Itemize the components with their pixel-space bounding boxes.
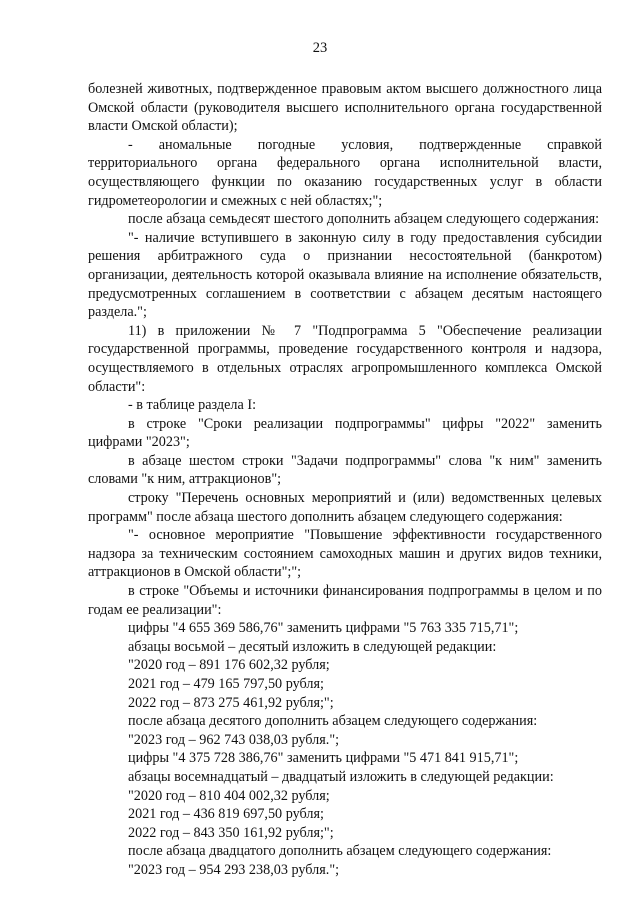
paragraph: "- наличие вступившего в законную силу в году предоставления субсидии решения арбитражного суда о признании несостоятельной (банкротом) организации, деятельность которой оказывала влияние на исполнение обязательств, предусмотренных соглашением в соответствии с абзацем десятым настоящего раздела."; — [88, 229, 602, 321]
paragraph: после абзаца десятого дополнить абзацем следующего содержания: — [128, 713, 538, 730]
paragraph: "2020 год – 810 404 002,32 рубля; — [128, 787, 330, 804]
paragraph: "2020 год – 891 176 602,32 рубля; — [128, 657, 330, 674]
paragraph: после абзаца семьдесят шестого дополнить абзацем следующего содержания: — [128, 211, 600, 228]
paragraph: после абзаца двадцатого дополнить абзацем следующего содержания: — [128, 843, 552, 860]
paragraph: 2022 год – 873 275 461,92 рубля;"; — [128, 694, 334, 711]
paragraph: "2023 год – 954 293 238,03 рубля."; — [128, 861, 340, 878]
paragraph: строку "Перечень основных мероприятий и (или) ведомственных целевых программ" после абзаца шестого дополнить абзацем следующего содержания: — [88, 490, 602, 525]
paragraph: 2021 год – 479 165 797,50 рубля; — [128, 676, 324, 692]
page-number: 23 — [312, 40, 328, 56]
paragraph: абзацы восьмой – десятый изложить в следующей редакции: — [128, 638, 497, 655]
paragraph: "- основное мероприятие "Повышение эффективности государственного надзора за техническим состоянием самоходных машин и других видов техники, аттракционов в Омской области";"; — [88, 527, 602, 581]
document-body — [88, 80, 602, 880]
paragraph: абзацы восемнадцатый – двадцатый изложить в следующей редакции: — [128, 768, 554, 785]
paragraph: цифры "4 375 728 386,76" заменить цифрами "5 471 841 915,71"; — [128, 750, 519, 767]
paragraph: - в таблице раздела I: — [128, 397, 257, 414]
paragraph: болезней животных, подтвержденное правовым актом высшего должностного лица Омской области (руководителя высшего исполнительного органа государственной власти Омской области); — [88, 81, 602, 135]
paragraph: цифры "4 655 369 586,76" заменить цифрами "5 763 335 715,71"; — [128, 620, 519, 637]
paragraph: "2023 год – 962 743 038,03 рубля."; — [128, 731, 340, 748]
paragraph: - аномальные погодные условия, подтвержденные справкой территориального органа федерального органа исполнительной власти, осуществляющего функции по оказанию государственных услуг в области гидрометеорологии и смежных с ней областях;"; — [88, 136, 602, 209]
paragraph: в строке "Сроки реализации подпрограммы" цифры "2022" заменить цифрами "2023"; — [88, 415, 602, 451]
paragraph: 11) в приложении № 7 "Подпрограмма 5 "Обеспечение реализации государственной программы, проведение государственного контроля и надзора, осуществляемого в отдельных отраслях агропромышленного комплекса Омской области": — [88, 322, 602, 395]
paragraph: в строке "Объемы и источники финансирования подпрограммы в целом и по годам ее реализации": — [88, 583, 602, 618]
paragraph: 2022 год – 843 350 161,92 рубля;"; — [128, 824, 334, 841]
paragraph: 2021 год – 436 819 697,50 рубля; — [128, 806, 324, 823]
paragraph: в абзаце шестом строки "Задачи подпрограммы" слова "к ним" заменить словами "к ним, аттракционов"; — [88, 452, 602, 488]
